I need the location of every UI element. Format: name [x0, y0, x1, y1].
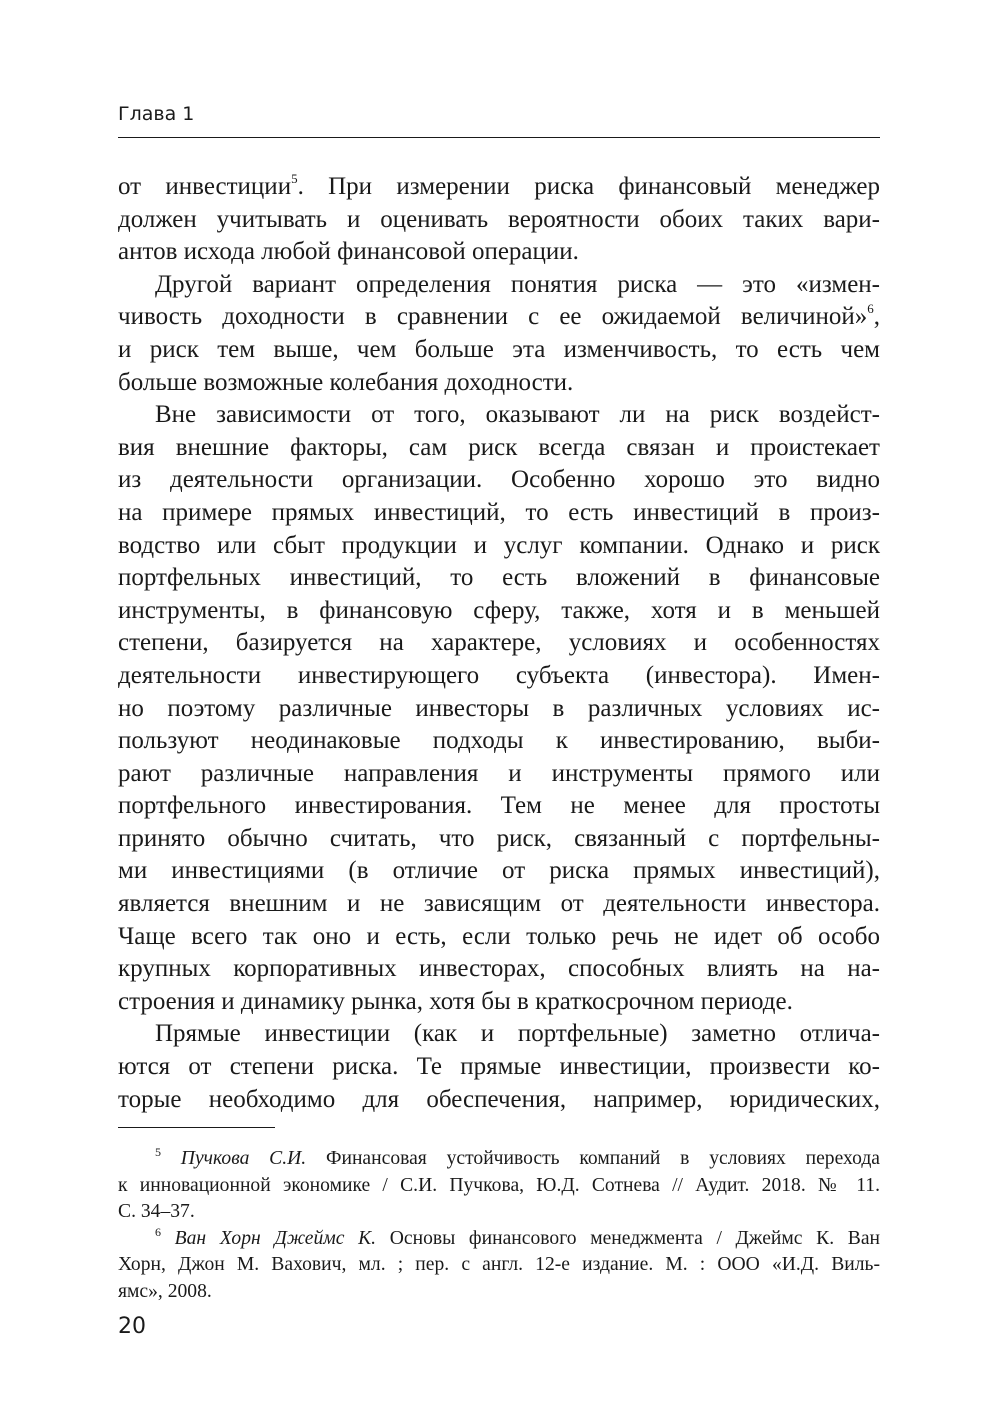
footnote-line: ямс», 2008.	[118, 1280, 212, 1302]
text-line: вия внешние факторы, сам риск всегда связан и проистекает	[118, 433, 880, 461]
header-divider	[118, 137, 880, 138]
text-line: Чаще всего так оно и есть, если только речь не идет об особо	[118, 922, 880, 950]
text-line: ются от степени риска. Те прямые инвестиции, произвести ко-	[118, 1053, 880, 1081]
text-line: строения и динамику рынка, хотя бы в краткосрочном периоде.	[118, 987, 793, 1015]
main-text	[118, 171, 880, 1116]
footnote-number: 6	[155, 1224, 161, 1239]
text-line: на примере прямых инвестиций, то есть инвестиций в произ-	[118, 498, 880, 526]
text-line: инструменты, в финансовую сферу, также, хотя и в меньшей	[118, 596, 880, 624]
running-header	[118, 100, 880, 128]
text-line: от инвестиции$^5$. При измерении риска финансовый менеджер	[118, 171, 880, 200]
paragraph-3	[118, 399, 880, 1018]
text-line: портфельного инвестирования. Тем не менее для простоты	[118, 792, 880, 820]
text-line: степени, базируется на характере, условиях и особенностях	[118, 629, 880, 657]
text-line: ми инвестициями (в отличие от риска прямых инвестиций),	[118, 857, 880, 885]
text-line: портфельных инвестиций, то есть вложений в финансовые	[118, 564, 880, 592]
page-number: 20	[118, 1314, 146, 1339]
text-line: рают различные направления и инструменты прямого или	[118, 759, 880, 787]
text-line: из деятельности организации. Особенно хорошо это видно	[118, 466, 880, 494]
paragraph-4	[118, 1018, 880, 1116]
text-line: больше возможные колебания доходности.	[118, 368, 574, 396]
footnote-line: к инновационной экономике / С.И. Пучкова, Ю.Д. Сотнева // Аудит. 2018. № 11.	[118, 1174, 880, 1196]
footnote-divider	[118, 1127, 275, 1128]
text-line: должен учитывать и оценивать вероятности обоих таких вари-	[118, 205, 880, 233]
footnote-number: 5	[155, 1145, 161, 1159]
text-line: является внешним и не зависящим от деятельности инвестора.	[118, 890, 880, 918]
text-line: водство или сбыт продукции и услуг компании. Однако и риск	[118, 531, 880, 559]
text-line: Другой вариант определения понятия риска — это «измен-	[155, 270, 880, 298]
text-line: торые необходимо для обеспечения, например, юридических,	[118, 1085, 880, 1113]
text-line: и риск тем выше, чем больше эта изменчивость, то есть чем	[118, 335, 880, 363]
text-line: принято обычно считать, что риск, связанный с портфельны-	[118, 824, 880, 852]
footnote-6	[118, 1226, 880, 1306]
text-line: но поэтому различные инвесторы в различных условиях ис-	[118, 694, 880, 722]
text-line: Прямые инвестиции (как и портфельные) заметно отлича-	[155, 1020, 880, 1048]
text-line: деятельности инвестирующего субъекта (инвестора). Имен-	[118, 661, 880, 689]
footnote-line: $^6$ Ван Хорн Джеймс К. Основы финансового менеджмента / Джеймс К. Ван	[155, 1224, 881, 1249]
footnote-ref-6[interactable]: 6	[867, 301, 874, 317]
footnote-line: Хорн, Джон М. Вахович, мл. ; пер. с англ. 12-е издание. М. : ООО «И.Д. Виль-	[118, 1254, 880, 1275]
footnote-5	[118, 1146, 880, 1226]
footnote-ref-5[interactable]: 5	[291, 171, 298, 186]
footnote-line: С. 34–37.	[118, 1201, 195, 1222]
chapter-title: Глава 1	[118, 103, 195, 125]
footnote-author: Пучкова С.И.	[180, 1148, 307, 1169]
paragraph-1	[118, 171, 880, 269]
paragraph-2	[118, 269, 880, 399]
text-line: пользуют неодинаковые подходы к инвестированию, выби-	[118, 727, 880, 755]
text-line: чивость доходности в сравнении с ее ожидаемой величиной»$^6$,	[118, 301, 880, 331]
footnote-author: Ван Хорн Джеймс К.	[174, 1227, 377, 1249]
footnote-line: $^5$ Пучкова С.И. Финансовая устойчивость компаний в условиях перехода	[155, 1145, 880, 1169]
footnotes	[118, 1146, 880, 1305]
text-line: Вне зависимости от того, оказывают ли на риск воздейст-	[155, 401, 880, 429]
text-line: крупных корпоративных инвесторах, способных влиять на на-	[118, 955, 880, 983]
text-line: антов исхода любой финансовой операции.	[118, 238, 579, 266]
